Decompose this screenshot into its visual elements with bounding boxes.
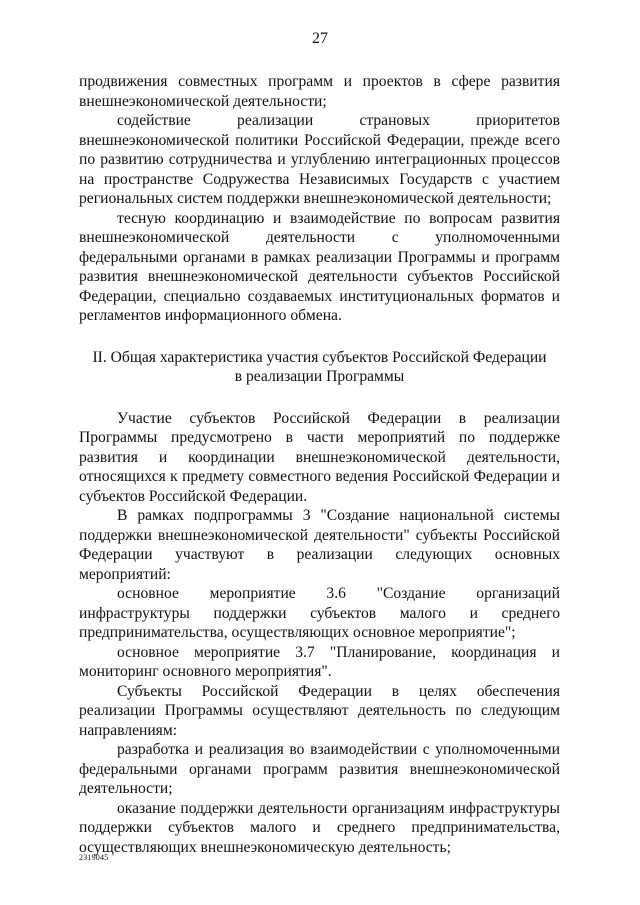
paragraph: Участие субъектов Российской Федерации в реализации Программы предусмотрено в части мероприятий по поддержке развития и координации внешнеэкономической деятельности, относящихся к предмету совместного ведения Российской Федерации и субъектов Российской Федерации. xyxy=(79,409,560,505)
list-item: оказание поддержки деятельности организациям инфраструктуры поддержки субъектов малого и среднего предпринимательства, осуществляющих внешнеэкономическую деятельность; xyxy=(79,799,560,856)
paragraph: содействие реализации страновых приоритетов внешнеэкономической политики Российской Федерации, прежде всего по развитию сотрудничества и углублению интеграционных процессов на пространстве Содружества Независимых Государств с участием региональных систем поддержки внешнеэкономической деятельности; xyxy=(79,112,560,207)
section-heading-line-1: II. Общая характеристика участия субъектов Российской Федерации xyxy=(92,348,547,366)
paragraph: тесную координацию и взаимодействие по вопросам развития внешнеэкономической деятельности с уполномоченными федеральными органами в рамках реализации Программы и программ развития внешнеэкономической деятельности субъектов Российской Федерации, специально создаваемых институциональных форматов и регламентов информационного обмена. xyxy=(79,209,560,324)
paragraph: Субъекты Российской Федерации в целях обеспечения реализации Программы осуществляют деятельность по следующим направлениям: xyxy=(79,682,560,739)
document-body xyxy=(79,72,560,857)
list-item: основное мероприятие 3.6 "Создание организаций инфраструктуры поддержки субъектов малого и среднего предпринимательства, осуществляющих основное мероприятие"; xyxy=(79,585,560,641)
list-item: разработка и реализация во взаимодействии с уполномоченными федеральными органами программ развития внешнеэкономической деятельности; xyxy=(79,741,560,797)
paragraph-continuation: продвижения совместных программ и проектов в сфере развития внешнеэкономической деятельности; xyxy=(79,73,560,110)
list-item: основное мероприятие 3.7 "Планирование, координация и мониторинг основного мероприятия". xyxy=(79,643,560,680)
paragraph: В рамках подпрограммы 3 "Создание национальной системы поддержки внешнеэкономической деятельности" субъекты Российской Федерации участвуют в реализации следующих основных мероприятий: xyxy=(79,507,560,583)
document-code: 2319045 xyxy=(79,853,109,862)
page-number: 27 xyxy=(312,30,328,47)
section-heading xyxy=(79,348,560,387)
section-heading-line-2: в реализации Программы xyxy=(234,368,405,385)
